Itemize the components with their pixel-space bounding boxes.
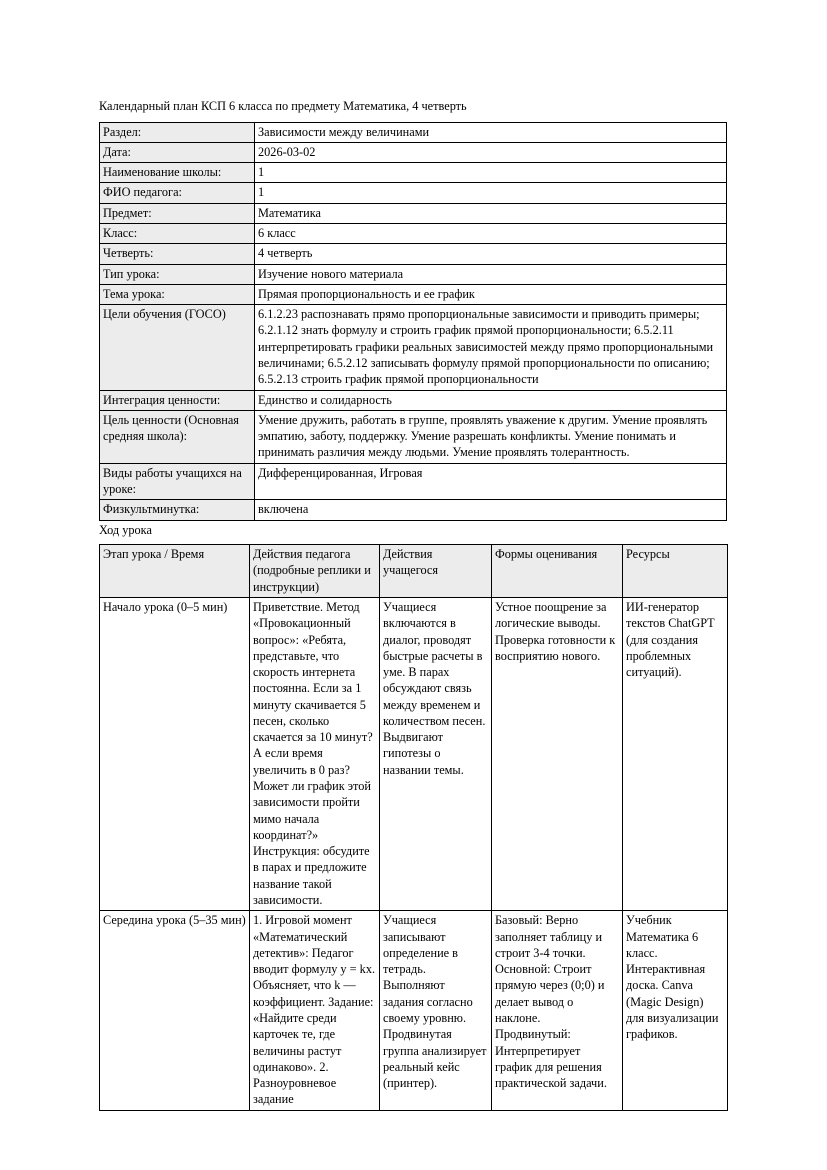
table-row xyxy=(100,142,727,162)
info-row-value: 1 xyxy=(255,163,727,183)
info-row-label: Цель ценности (Основная средняя школа): xyxy=(100,410,255,463)
table-row xyxy=(100,410,727,463)
info-row-value: Дифференцированная, Игровая xyxy=(255,463,727,500)
lesson-info-table xyxy=(99,122,727,521)
table-row xyxy=(100,163,727,183)
table-row xyxy=(100,305,727,390)
info-row-label: Цели обучения (ГОСО) xyxy=(100,305,255,390)
info-row-label: Интеграция ценности: xyxy=(100,390,255,410)
info-row-label: Дата: xyxy=(100,142,255,162)
info-row-label: Физкультминутка: xyxy=(100,500,255,520)
column-header: Действия педагога (подробные реплики и инструкции) xyxy=(250,545,380,598)
info-row-value: Единство и солидарность xyxy=(255,390,727,410)
table-row xyxy=(100,122,727,142)
lesson-flow-body xyxy=(100,597,728,1110)
stage-cell: Середина урока (5–35 мин) xyxy=(100,911,250,1110)
table-row xyxy=(100,183,727,203)
info-row-label: ФИО педагога: xyxy=(100,183,255,203)
table-row xyxy=(100,911,728,1110)
column-header: Ресурсы xyxy=(623,545,728,598)
info-row-value: Математика xyxy=(255,203,727,223)
table-row xyxy=(100,390,727,410)
table-row xyxy=(100,500,727,520)
lesson-flow-header xyxy=(100,545,728,598)
assessment-cell: Базовый: Верно заполняет таблицу и строит 3-4 точки. Основной: Строит прямую через (0;0) и делает вывод о наклоне. Продвинутый: Интерпретирует график для решения практической задачи. xyxy=(492,911,623,1110)
info-row-label: Предмет: xyxy=(100,203,255,223)
info-row-label: Виды работы учащихся на уроке: xyxy=(100,463,255,500)
column-header: Действия учащегося xyxy=(380,545,492,598)
lesson-flow-table xyxy=(99,544,728,1111)
info-row-value: Прямая пропорциональность и ее график xyxy=(255,284,727,304)
info-row-value: 1 xyxy=(255,183,727,203)
table-row xyxy=(100,244,727,264)
table-header-row xyxy=(100,545,728,598)
info-row-value: 6 класс xyxy=(255,224,727,244)
assessment-cell: Устное поощрение за логические выводы. Проверка готовности к восприятию нового. xyxy=(492,597,623,910)
table-row xyxy=(100,284,727,304)
teacher-actions-cell: 1. Игровой момент «Математический детектив»: Педагог вводит формулу y = kx. Объясняет, что k — коэффициент. Задание: «Найдите среди карточек те, где величины растут одинаково». 2. Разноуровневое задание xyxy=(250,911,380,1110)
table-row xyxy=(100,203,727,223)
info-row-label: Тип урока: xyxy=(100,264,255,284)
table-row xyxy=(100,264,727,284)
info-row-value: включена xyxy=(255,500,727,520)
info-row-label: Раздел: xyxy=(100,122,255,142)
student-actions-cell: Учащиеся записывают определение в тетрадь. Выполняют задания согласно своему уровню. Продвинутая группа анализирует реальный кейс (принтер). xyxy=(380,911,492,1110)
info-row-value: 4 четверть xyxy=(255,244,727,264)
lesson-flow-caption: Ход урока xyxy=(99,522,152,537)
stage-cell: Начало урока (0–5 мин) xyxy=(100,597,250,910)
resources-cell: Учебник Математика 6 класс. Интерактивная доска. Canva (Magic Design) для визуализации графиков. xyxy=(623,911,728,1110)
info-row-value: Умение дружить, работать в группе, проявлять уважение к другим. Умение проявлять эмпатию, заботу, поддержку. Умение разрешать конфликты. Умение понимать и принимать различия между людьми. Умение проявлять толерантность. xyxy=(255,410,727,463)
info-row-label: Четверть: xyxy=(100,244,255,264)
info-row-value: Зависимости между величинами xyxy=(255,122,727,142)
info-row-value: 6.1.2.23 распознавать прямо пропорциональные зависимости и приводить примеры; 6.2.1.12 знать формулу и строить график прямой пропорциональности; 6.5.2.11 интерпретировать графики реальных зависимостей между прямо пропорциональными величинами; 6.5.2.12 записывать формулу прямой пропорциональности по описанию; 6.5.2.13 строить график прямой пропорциональности xyxy=(255,305,727,390)
info-row-label: Наименование школы: xyxy=(100,163,255,183)
column-header: Этап урока / Время xyxy=(100,545,250,598)
info-row-value: Изучение нового материала xyxy=(255,264,727,284)
table-row xyxy=(100,463,727,500)
student-actions-cell: Учащиеся включаются в диалог, проводят быстрые расчеты в уме. В парах обсуждают связь между временем и количеством песен. Выдвигают гипотезы о названии темы. xyxy=(380,597,492,910)
column-header: Формы оценивания xyxy=(492,545,623,598)
teacher-actions-cell: Приветствие. Метод «Провокационный вопрос»: «Ребята, представьте, что скорость интернета постоянна. Если за 1 минуту скачивается 5 песен, сколько скачается за 10 минут? А если время увеличить в 0 раз? Может ли график этой зависимости пройти мимо начала координат?» Инструкция: обсудите в парах и предложите название такой зависимости. xyxy=(250,597,380,910)
info-row-label: Класс: xyxy=(100,224,255,244)
info-row-label: Тема урока: xyxy=(100,284,255,304)
table-row xyxy=(100,597,728,910)
lesson-info-body xyxy=(100,122,727,520)
table-row xyxy=(100,224,727,244)
page-title: Календарный план КСП 6 класса по предмету Математика, 4 четверть xyxy=(99,99,467,113)
info-row-value: 2026-03-02 xyxy=(255,142,727,162)
resources-cell: ИИ-генератор текстов ChatGPT (для создания проблемных ситуаций). xyxy=(623,597,728,910)
